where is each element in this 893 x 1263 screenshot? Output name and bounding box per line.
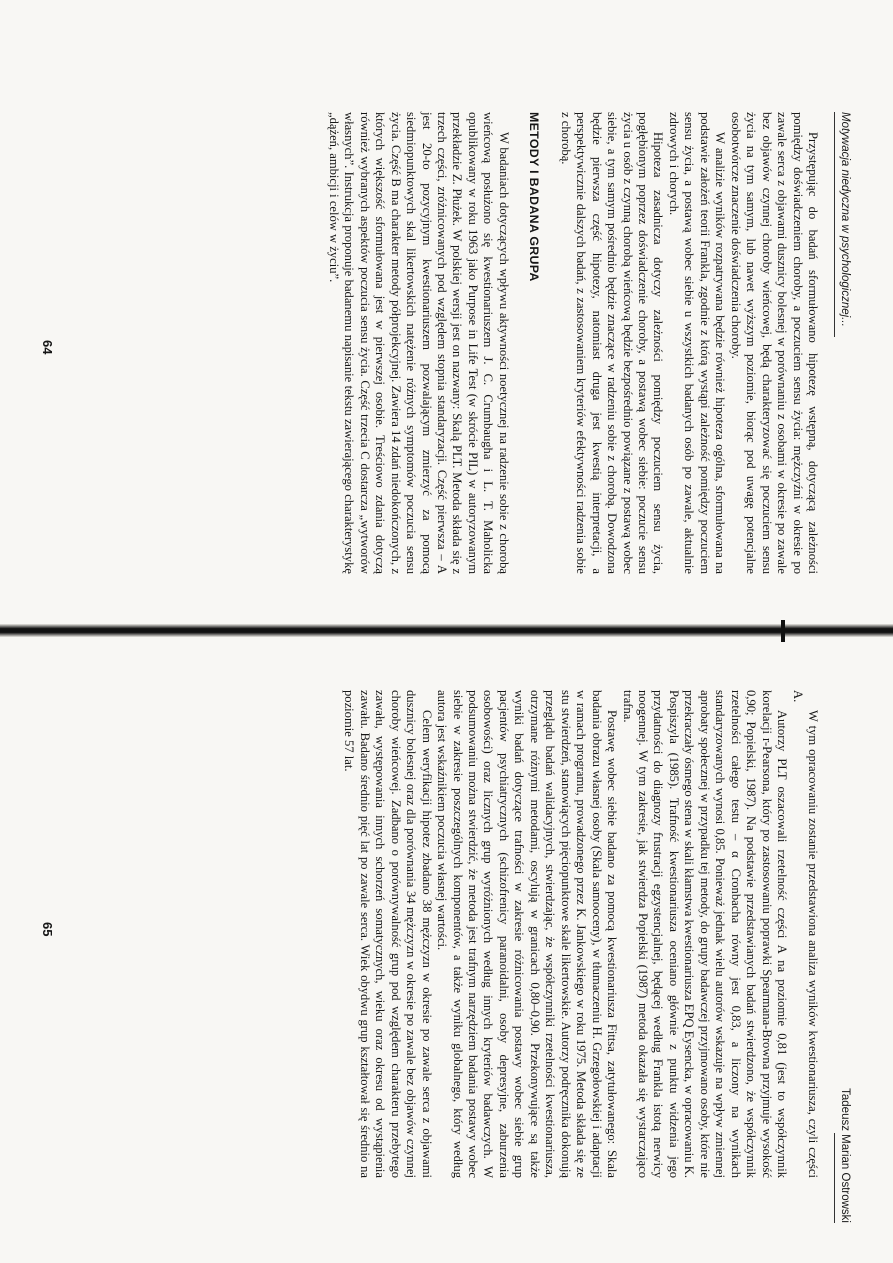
paragraph-reliability: Autorzy PLT oszacowali rzetelność części A na poziomie 0,81 (jest to współczynnik korelacji r-Pearsona, który po zastosowaniu poprawki Spearmana-Browna przyjmuje wysokość 0,90; Popielski, 1987). Na podstawie przedstawianych badań stwierdzono, że współczynnik rzetelności całego testu – α Cronbacha równy jest 0,83, a liczony na wynikach standaryzowanych wynosi 0,85. Ponieważ jednak wielu autorów wskazuje na wpływ zmiennej aprobaty społecznej w przypadku tej metody, do grupy badawczej przyjmowano osoby, które nie przekraczały ósmego stena w skali kłamstwa kwestionariusza EPQ Eysencka, w opracowaniu K. Pospiszyla (1985). Trafność kwestionariusza oceniano głównie z punktu widzenia jego przydatności do diagnozy frustracji egzystencjalnej, będącej według Frankla istotą nerwicy noogennej. W tym zakresie, jak stwierdza Popielski (1987) metoda okazała się wystarczająco trafna. [620,690,790,1178]
paragraph-pil-test: W badaniach dotyczących wpływu aktywności noetycznej na radzenie sobie z chorobą wieńcową posłużono się kwestionariuszem J. C. Crumbaugha i L. T. Maholicka opublikowany w roku 1963 jako Purpose in Life Test (w skrócie PIL) w autoryzowanym przekładzie Z. Płużek. W polskiej wersji jest on nazwany: Skalą PLT. Metoda składa się z trzech części, zróżnicowanych pod względem stopnia standaryzacji. Część pierwsza – A jest 20-to pozycyjnym kwestionariuszem pozwalającym zmierzyć za pomocą siedmiopunktowych skal likertowskich natężenie różnych symptomów poczucia sensu życia. Część B ma charakter metody półprojekcyjnej. Zawiera 14 zdań niedokończonych, z których większość sformułowana jest w pierwszej osobie. Treściowo zdania dotyczą również wybranych aspektów poczucia sensu życia. Część trzecia C dostarcza „wytworów własnych”. Instrukcja proponuje badanemu napisanie tekstu zawierającego charakterystykę „dążeń, ambicji i celów w życiu”. [326,112,511,574]
page-64-body [325,112,820,574]
page-number-left: 64 [40,340,55,355]
running-head-rule-right [834,1133,835,1223]
page-number-right: 65 [40,922,55,937]
page-64 [0,0,893,631]
running-head-rule-left [834,112,835,337]
running-head-right: Tadeusz Marian Ostrowski [839,1088,851,1223]
paragraph-analysis-scope: W tym opracowaniu zostanie przedstawiona analiza wyników kwestionariusza, czyli części A. [790,690,820,1178]
paragraph-general-hypothesis: W analizie wyników rozpatrywana będzie również hipoteza ogólna, sformułowana na podstawie założeń teorii Frankla, zgodnie z którą wystąpi zależność pomiędzy poczuciem sensu życia, a postawą wobec siebie u wszystkich badanych osób po zawale, aktualnie zdrowych i chorych. [666,112,728,574]
paragraph-main-hypothesis: Hipoteza zasadnicza dotyczy zależności pomiędzy poczuciem sensu życia, pogłębionym poprzez doświadczenie choroby, a postawą wobec siebie: poczucie sensu życia u osób z czynną chorobą wieńcową będzie bezpośrednio powiązane z postawą wobec siebie, a tym samym pośrednio będzie znaczące w radzeniu sobie z chorobą. Dowodzona będzie pierwsza część hipotezy, natomiast druga jest kwestią interpretacji, a perspektywicznie dalszych badań, z zastosowaniem kryteriów efektywności radzenia sobie z chorobą. [558,112,666,574]
paragraph-fitts-scale: Postawę wobec siebie badano za pomocą kwestionariusza Fittsa, zatytułowanego: Skala badania obrazu własnej osoby (Skala samooceny), w tłumaczeniu H. Grzegołowskiej i adaptacji w ramach programu, prowadzonego przez K. Jankowskiego w roku 1975. Metoda składa się ze stu stwierdzeń, stanowiących pięciopunktowe skale likertowskie. Autorzy podręcznika dokonują przeglądu badań walidacyjnych, stwierdzając, że współczynniki rzetelności kwestionariusza, otrzymane różnymi metodami, oscylują w granicach 0,80–0,90. Przekonywujące są także wyniki badań dotyczące trafności w zakresie różnicowania postawy wobec siebie grup pacjentów psychiatrycznych (schizofrenicy paranoidalni, osoby depresyjne, zaburzenia osobowości) oraz licznych grup wyróżnionych według innych kryteriów badawczych. W podsumowaniu można stwierdzić, że metoda jest trafnym narzędziem badania postawy wobec siebie w zakresie poszczególnych komponentów, a także wyniku globalnego, który według autora jest wskaźnikiem poczucia własnej wartości. [435,690,620,1178]
paragraph-study-group: Celem weryfikacji hipotez zbadano 38 mężczyzn w okresie po zawale serca z objawami dusznicy bolesnej oraz dla porównania 34 mężczyzn w okresie po zawale bez objawów czynnej choroby wieńcowej. Zadbano o porównywalność grup pod względem charakteru przebytego zawału, występowania innych schorzeń somatycznych, wieku oraz okresu od wystąpienia zawału. Badano średnio pięć lat po zawale serca. Wiek obydwu grup kształtował się średnio na poziomie 57 lat. [342,690,434,1178]
page-65-body [341,690,820,1178]
section-heading-methods: METODY I BADANA GRUPA [527,112,542,282]
running-head-left: Motywacja niedyczna w psychologicznej... [839,112,851,327]
paragraph-initial-hypothesis: Przystępując do badań sformułowano hipotezę wstępną, dotyczącą zależności pomiędzy doświadczeniem choroby, a poczuciem sensu życia: mężczyźni w okresie po zawale serca z objawami dusznicy bolesnej w porównaniu z osobami w okresie po zawale bez objawów czynnej choroby wieńcowej, będą charakteryzować się poczuciem sensu życia na tym samym, lub nawet wyższym poziomie, biorąc pod uwagę potencjalne osobotwórcze znaczenie doświadczenia choroby. [728,112,820,574]
page-65 [0,632,893,1263]
